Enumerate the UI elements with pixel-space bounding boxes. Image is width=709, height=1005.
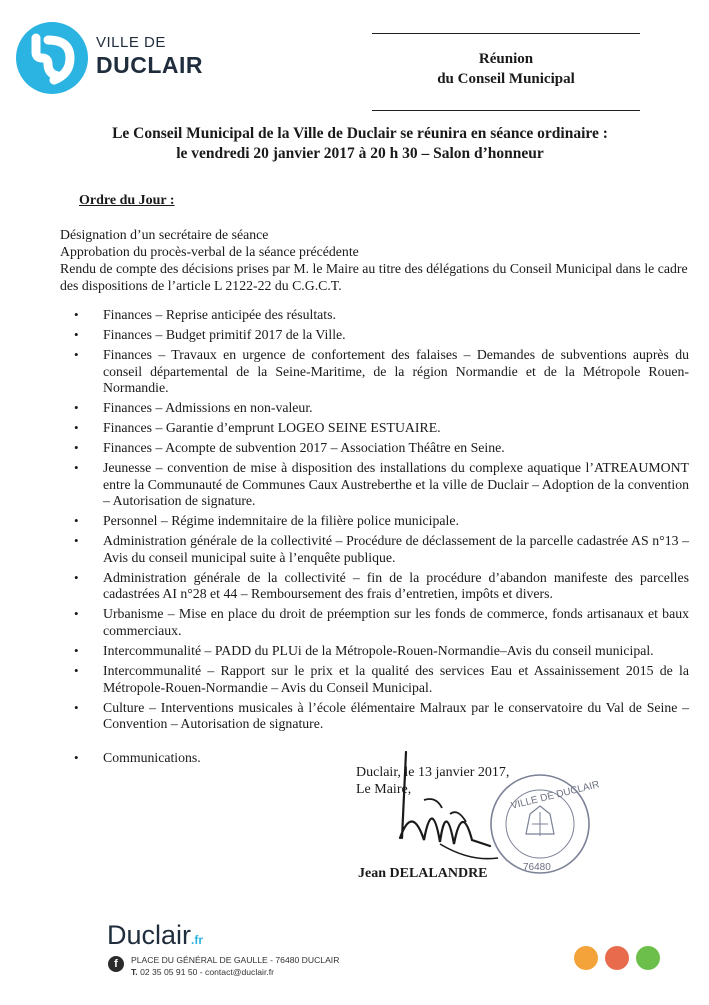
bullet-icon: •: [74, 606, 79, 622]
bullet-icon: •: [74, 460, 79, 476]
bullet-icon: •: [74, 307, 79, 322]
stamp-bottom-text: 76480: [523, 862, 551, 873]
agenda-item: [60, 307, 689, 324]
facebook-icon: f: [108, 956, 124, 972]
agenda-item: [60, 606, 689, 639]
agenda-item: [60, 460, 689, 510]
agenda-item: [60, 570, 689, 603]
mayor-name: Jean DELALANDRE: [358, 866, 488, 881]
agenda-item: [60, 400, 689, 417]
intro-line: Approbation du procès-verbal de la séance précédente: [60, 244, 359, 259]
stamp-top-text: VILLE DE DUCLAIR: [510, 779, 601, 812]
agenda-item-text: Finances – Reprise anticipée des résultats.: [103, 307, 336, 322]
place-date: Duclair, le 13 janvier 2017,: [356, 765, 510, 780]
handwritten-signature-icon: [380, 742, 530, 882]
bullet-icon: •: [74, 642, 79, 658]
agenda-item-text: Administration générale de la collectivité – fin de la procédure d’abandon manifeste des parcelles cadastrées AI n°28 et 44 – Remboursement des frais d’entretien, impôts et divers.: [103, 569, 689, 602]
mayor-role: Le Maire,: [356, 782, 412, 797]
fish-icon: [636, 946, 660, 970]
agenda-item: [60, 347, 689, 397]
title-line-1: Réunion: [478, 51, 534, 67]
bird-icon: [605, 946, 629, 970]
agenda-item: [60, 440, 689, 457]
agenda-item: [60, 643, 689, 660]
bullet-icon: •: [74, 400, 79, 416]
footer-address: [131, 954, 339, 978]
phone-label: T.: [131, 967, 138, 977]
bullet-icon: •: [74, 326, 79, 342]
agenda-item-text: Finances – Admissions en non-valeur.: [103, 400, 313, 416]
agenda-item-text: Intercommunalité – PADD du PLUi de la Métropole-Rouen-Normandie–Avis du conseil municipal.: [103, 642, 654, 658]
agenda-item: [60, 533, 689, 566]
agenda-item-text: Finances – Acompte de subvention 2017 – Association Théâtre en Seine.: [103, 440, 505, 456]
bullet-icon: •: [74, 346, 79, 362]
agenda-item-text: Communications.: [103, 749, 201, 765]
bullet-icon: •: [74, 749, 79, 765]
brand-name: Duclair: [107, 920, 192, 950]
agenda-item-text: Finances – Budget primitif 2017 de la Ville.: [103, 326, 346, 342]
meeting-title-box: [372, 33, 640, 111]
brand-suffix: .fr: [191, 933, 204, 947]
phone-text: 02 35 05 91 50 - contact@duclair.fr: [140, 967, 274, 977]
agenda-item: [60, 420, 689, 437]
intro-line: Désignation d’un secrétaire de séance: [60, 227, 269, 242]
agenda-item: [60, 700, 689, 733]
agenda-intro: [60, 226, 690, 294]
bullet-icon: •: [74, 662, 79, 678]
agenda-heading: Ordre du Jour :: [79, 193, 175, 208]
bullet-icon: •: [74, 513, 79, 529]
intro-line: Rendu de compte des décisions prises par M. le Maire au titre des délégations du Conseil Municipal dans le cadre des dispositions de l’article L 2122-22 du C.G.C.T.: [60, 261, 688, 293]
agenda-item-text: Intercommunalité – Rapport sur le prix et la qualité des services Eau et Assainissement 2015 de la Métropole-Rouen-Normandie – Avis du Conseil Municipal.: [103, 662, 689, 695]
logo-line-1: VILLE DE: [96, 34, 166, 51]
contact-line: [131, 966, 339, 978]
address-line: PLACE DU GÉNÉRAL DE GAULLE - 76480 DUCLAIR: [131, 955, 340, 965]
bullet-icon: •: [74, 420, 79, 436]
agenda-item: [60, 327, 689, 344]
agenda-list: [60, 307, 689, 770]
bullet-icon: •: [74, 699, 79, 715]
meeting-announcement: [60, 124, 660, 164]
agenda-item-text: Finances – Travaux en urgence de confortement des falaises – Demandes de subventions auprès du conseil départemental de la Seine-Maritime, de la région Normandie et de la Métropole Rouen-Normandie.: [103, 346, 689, 396]
bullet-icon: •: [74, 533, 79, 549]
announcement-line-2: le vendredi 20 janvier 2017 à 20 h 30 – Salon d’honneur: [176, 145, 544, 162]
agenda-item-text: Personnel – Régime indemnitaire de la filière police municipale.: [103, 513, 459, 529]
bullet-icon: •: [74, 440, 79, 456]
apple-icon: [574, 946, 598, 970]
announcement-line-1: Le Conseil Municipal de la Ville de Duclair se réunira en séance ordinaire :: [112, 125, 608, 142]
footer-brand: [107, 920, 203, 951]
agenda-item: [60, 513, 689, 530]
agenda-item-text: Finances – Garantie d’emprunt LOGEO SEINE ESTUAIRE.: [103, 420, 441, 436]
bullet-icon: •: [74, 569, 79, 585]
agenda-item-text: Administration générale de la collectivité – Procédure de déclassement de la parcelle cadastrée AS n°13 – Avis du conseil municipal suite à l’enquête publique.: [103, 533, 689, 565]
logo-line-2: DUCLAIR: [96, 52, 203, 78]
agenda-item-text: Urbanisme – Mise en place du droit de préemption sur les fonds de commerce, fonds artisanaux et baux commerciaux.: [103, 606, 689, 638]
agenda-item: [60, 663, 689, 696]
agenda-item-text: Culture – Interventions musicales à l’école élémentaire Malraux par le conservatoire du Val de Seine – Convention – Autorisation de signature.: [103, 699, 689, 732]
title-line-2: du Conseil Municipal: [437, 71, 575, 87]
agenda-item-text: Jeunesse – convention de mise à disposition des installations du complexe aquatique l’ATREAUMONT entre la Communauté de Communes Caux Austreberthe et la ville de Duclair – Adoption de la convention – Autorisation de signature.: [103, 460, 689, 509]
